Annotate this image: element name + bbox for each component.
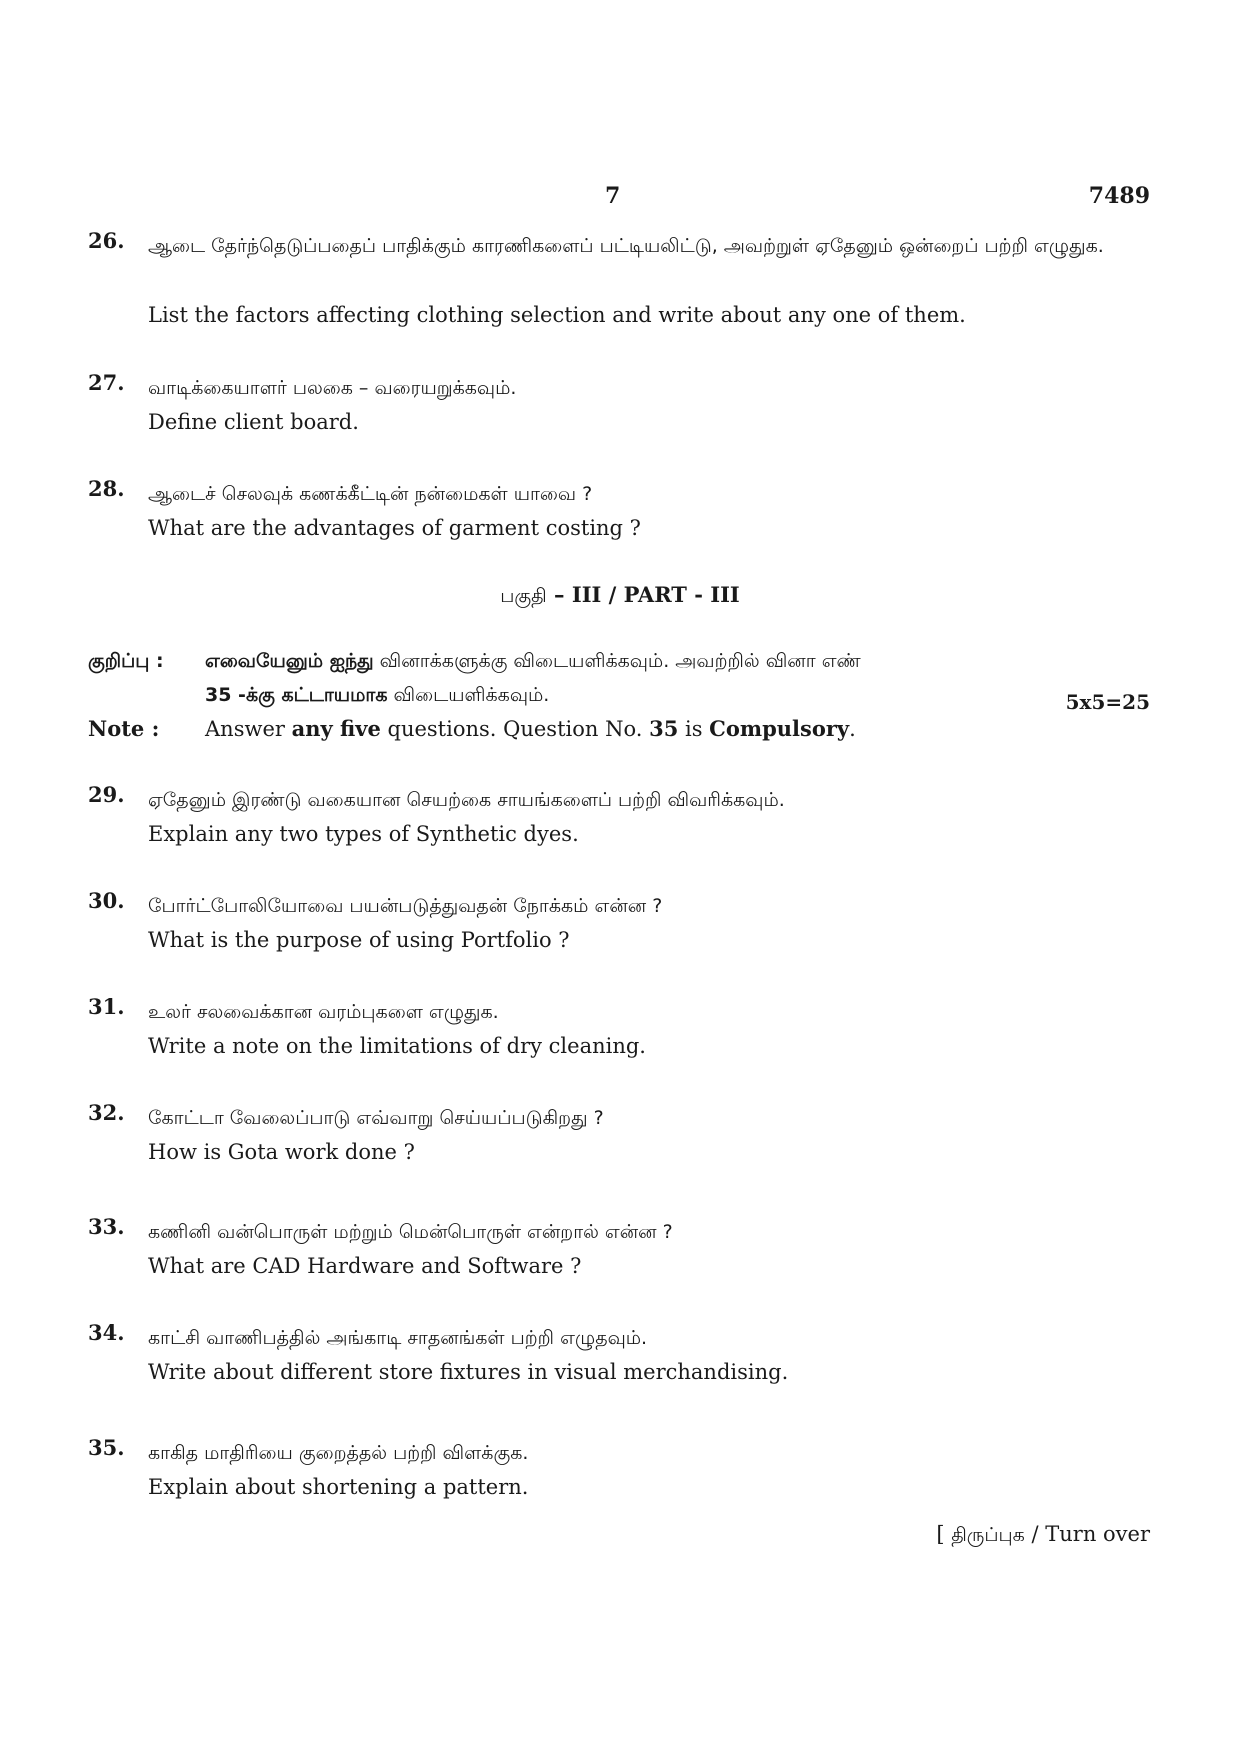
- question-text-english: Define client board.: [148, 410, 359, 434]
- note-text: .: [849, 717, 856, 741]
- question-number: 35.: [88, 1435, 125, 1460]
- question-number: 32.: [88, 1100, 125, 1125]
- question-text-english: Explain about shortening a pattern.: [148, 1475, 529, 1499]
- question-number: 31.: [88, 994, 125, 1019]
- section-heading-part: III / PART - III: [571, 582, 740, 607]
- question-text-tamil: ஆடை தேர்ந்தெடுப்பதைப் பாதிக்கும் காரணிகளைப் பட்டியலிட்டு, அவற்றுள் ஏதேனும் ஒன்றைப் பற்றி எழுதுக.: [148, 235, 1104, 257]
- question-text-tamil: கணினி வன்பொருள் மற்றும் மென்பொருள் என்றால் என்ன ?: [148, 1221, 673, 1243]
- footer-sep: /: [1024, 1522, 1046, 1546]
- section-heading: [0, 582, 1240, 610]
- question-text-english: Write a note on the limitations of dry cleaning.: [148, 1034, 646, 1058]
- question-number: 29.: [88, 782, 125, 807]
- question-text-tamil: ஏதேனும் இரண்டு வகையான செயற்கை சாயங்களைப் பற்றி விவரிக்கவும்.: [148, 789, 785, 811]
- note-text-tamil-line1: [205, 650, 861, 675]
- question-text-english: What is the purpose of using Portfolio ?: [148, 928, 570, 952]
- question-number: 27.: [88, 370, 125, 395]
- note-text: questions. Question No.: [380, 717, 650, 741]
- section-heading-tamil: பகுதி: [500, 585, 547, 607]
- question-text-tamil: உலர் சலவைக்கான வரம்புகளை எழுதுக.: [148, 1001, 499, 1023]
- note-emphasis: Compulsory: [709, 716, 850, 741]
- note-text: is: [678, 717, 710, 741]
- question-text-tamil: காட்சி வாணிபத்தில் அங்காடி சாதனங்கள் பற்றி எழுதவும்.: [148, 1327, 648, 1349]
- note-text: வினாக்களுக்கு விடையளிக்கவும். அவற்றில் வினா எண்: [373, 650, 861, 672]
- question-text-tamil: காகித மாதிரியை குறைத்தல் பற்றி விளக்குக.: [148, 1442, 529, 1464]
- question-number: 28.: [88, 476, 125, 501]
- question-text-english: How is Gota work done ?: [148, 1140, 415, 1164]
- question-number: 30.: [88, 888, 125, 913]
- question-text-tamil: ஆடைச் செலவுக் கணக்கீட்டின் நன்மைகள் யாவை ?: [148, 483, 593, 505]
- marks-allocation: 5x5=25: [1065, 690, 1150, 714]
- question-text-english: What are CAD Hardware and Software ?: [148, 1254, 582, 1278]
- page-number: 7: [605, 183, 621, 209]
- question-text-english: Explain any two types of Synthetic dyes.: [148, 822, 579, 846]
- question-number: 33.: [88, 1214, 125, 1239]
- question-text-english: List the factors affecting clothing selection and write about any one of them.: [148, 303, 966, 327]
- note-text: விடையளிக்கவும்.: [387, 684, 550, 706]
- question-number: 26.: [88, 228, 125, 253]
- note-emphasis: any five: [291, 716, 381, 741]
- note-emphasis: 35 -க்கு கட்டாயமாக: [205, 684, 388, 706]
- question-text-english: What are the advantages of garment costing ?: [148, 516, 641, 540]
- section-heading-sep: –: [546, 582, 572, 607]
- note-text: Answer: [205, 717, 292, 741]
- turn-over-label: [936, 1522, 1150, 1549]
- footer-bracket: [: [936, 1522, 952, 1546]
- note-label-english: Note :: [88, 716, 160, 741]
- note-emphasis: எவையேனும் ஐந்து: [205, 650, 374, 672]
- note-emphasis: 35: [649, 716, 679, 741]
- question-text-tamil: வாடிக்கையாளர் பலகை – வரையறுக்கவும்.: [148, 377, 517, 399]
- footer-english: Turn over: [1045, 1522, 1150, 1546]
- note-text-english: [205, 716, 856, 741]
- question-text-tamil: கோட்டா வேலைப்பாடு எவ்வாறு செய்யப்படுகிறது ?: [148, 1107, 604, 1129]
- note-text-tamil-line2: [205, 684, 549, 709]
- paper-code: 7489: [1088, 183, 1150, 209]
- footer-tamil: திருப்புக: [951, 1524, 1025, 1546]
- question-text-english: Write about different store fixtures in visual merchandising.: [148, 1360, 789, 1384]
- question-number: 34.: [88, 1320, 125, 1345]
- note-label-tamil: குறிப்பு :: [88, 650, 164, 672]
- question-text-tamil: போர்ட்போலியோவை பயன்படுத்துவதன் நோக்கம் என்ன ?: [148, 895, 663, 917]
